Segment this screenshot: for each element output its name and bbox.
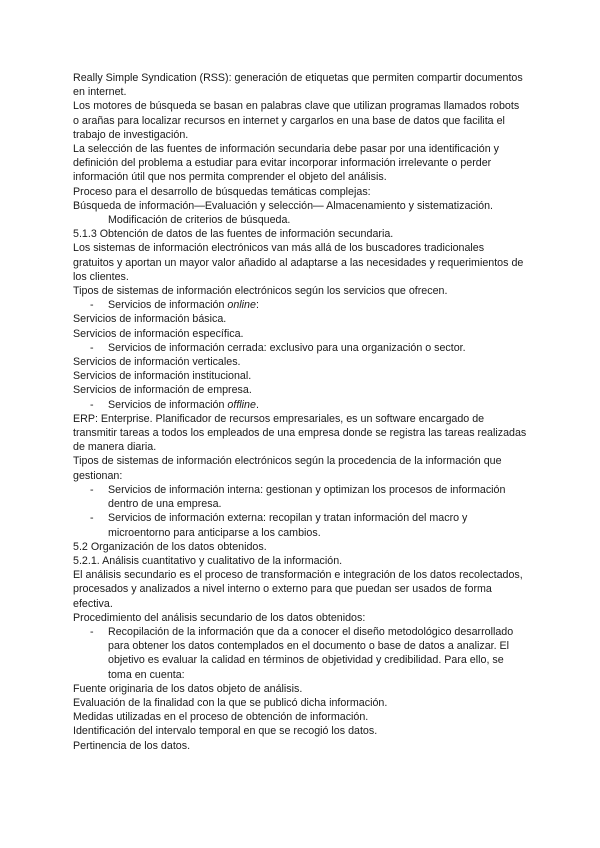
paragraph-criteria-modification: Modificación de criterios de búsqueda. [108, 214, 291, 227]
bullet-dash: - [90, 512, 94, 525]
heading-5-2: 5.2 Organización de los datos obtenidos. [73, 540, 267, 553]
list-item-online [73, 298, 528, 312]
paragraph-time-interval: Identificación del intervalo temporal en que se recogió los datos. [73, 725, 378, 738]
paragraph-procedure: Procedimiento del análisis secundario de los datos obtenidos: [73, 611, 366, 624]
paragraph-source-selection: La selección de las fuentes de información secundaria debe pasar por una identificación y definición del problema a estudiar para evitar incorporar información irrelevante o perder información útil que nos permita comprender el objeto del análisis. [73, 143, 499, 184]
paragraph-relevance: Pertinencia de los datos. [73, 739, 191, 752]
list-item-online-suffix: : [255, 299, 259, 312]
list-item-offline [73, 398, 528, 412]
paragraph-erp: ERP: Enterprise. Planificador de recursos empresariales, es un software encargado de transmitir tareas a todos los empleados de una empresa donde se registra las tareas realizadas de manera diaria. [73, 412, 527, 454]
paragraph-institutional-info: Servicios de información institucional. [73, 370, 252, 383]
paragraph-types-by-origin: Tipos de sistemas de información electrónicos según la procedencia de la información que gestionan: [73, 455, 502, 482]
paragraph-vertical-info: Servicios de información verticales. [73, 356, 241, 369]
bullet-dash: - [90, 625, 94, 638]
heading-5-2-1: 5.2.1. Análisis cuantitativo y cualitativo de la información. [73, 554, 343, 567]
paragraph-electronic-systems: Los sistemas de información electrónicos van más allá de los buscadores tradicionales gratuitos y aportan un mayor valor añadido al adaptarse a las necesidades y requerimientos de los clientes. [73, 242, 524, 283]
paragraph-basic-info: Servicios de información básica. [73, 313, 227, 326]
list-item-closed-text: Servicios de información cerrada: exclusivo para una organización o sector. [108, 341, 466, 354]
paragraph-search-engines: Los motores de búsqueda se basan en palabras clave que utilizan programas llamados robots o arañas para localizar recursos en internet y cargarlos en una base de datos que facilita el trabajo de investigación. [73, 100, 520, 141]
list-item-collection-text: Recopilación de la información que da a conocer el diseño metodológico desarrollado para obtener los datos contemplados en el documento o base de datos a analizar. El objetivo es evaluar la calidad en términos de objetividad y credibilidad. Para ello, se toma en cuenta: [108, 625, 514, 681]
list-item-offline-suffix: . [255, 398, 259, 411]
list-item-online-prefix: Servicios de información [108, 299, 228, 312]
list-item-offline-prefix: Servicios de información [108, 398, 228, 411]
list-item-external-text: Servicios de información externa: recopilan y tratan información del macro y microentorno para anticiparse a los cambios. [108, 512, 468, 539]
heading-5-1-3: 5.1.3 Obtención de datos de las fuentes de información secundaria. [73, 228, 394, 241]
list-item-collection [73, 625, 528, 682]
list-item-offline-em: offline [227, 398, 256, 411]
paragraph-types-by-services: Tipos de sistemas de información electrónicos según los servicios que ofrecen. [73, 285, 448, 298]
paragraph-process-steps: Búsqueda de información—Evaluación y selección— Almacenamiento y sistematización. [73, 199, 493, 212]
document-body [73, 71, 528, 753]
paragraph-rss: Really Simple Syndication (RSS): generación de etiquetas que permiten compartir documentos en internet. [73, 72, 523, 99]
bullet-dash: - [90, 299, 94, 312]
paragraph-secondary-analysis: El análisis secundario es el proceso de transformación e integración de los datos recolectados, procesados y analizados a nivel interno o externo para que puedan ser usados de forma efectiva. [73, 569, 523, 610]
bullet-dash: - [90, 341, 94, 354]
paragraph-purpose-evaluation: Evaluación de la finalidad con la que se publicó dicha información. [73, 696, 388, 709]
list-item-internal [73, 483, 528, 511]
bullet-dash: - [90, 483, 94, 496]
paragraph-company-info: Servicios de información de empresa. [73, 384, 252, 397]
list-item-online-em: online [227, 299, 256, 312]
paragraph-measures: Medidas utilizadas en el proceso de obtención de información. [73, 711, 369, 724]
bullet-dash: - [90, 398, 94, 411]
list-item-external [73, 511, 528, 539]
paragraph-specific-info: Servicios de información específica. [73, 327, 244, 340]
paragraph-source-origin: Fuente originaria de los datos objeto de análisis. [73, 682, 303, 695]
paragraph-process-title: Proceso para el desarrollo de búsquedas temáticas complejas: [73, 185, 371, 198]
list-item-closed [73, 341, 528, 355]
list-item-internal-text: Servicios de información interna: gestionan y optimizan los procesos de información dentro de una empresa. [108, 483, 506, 511]
